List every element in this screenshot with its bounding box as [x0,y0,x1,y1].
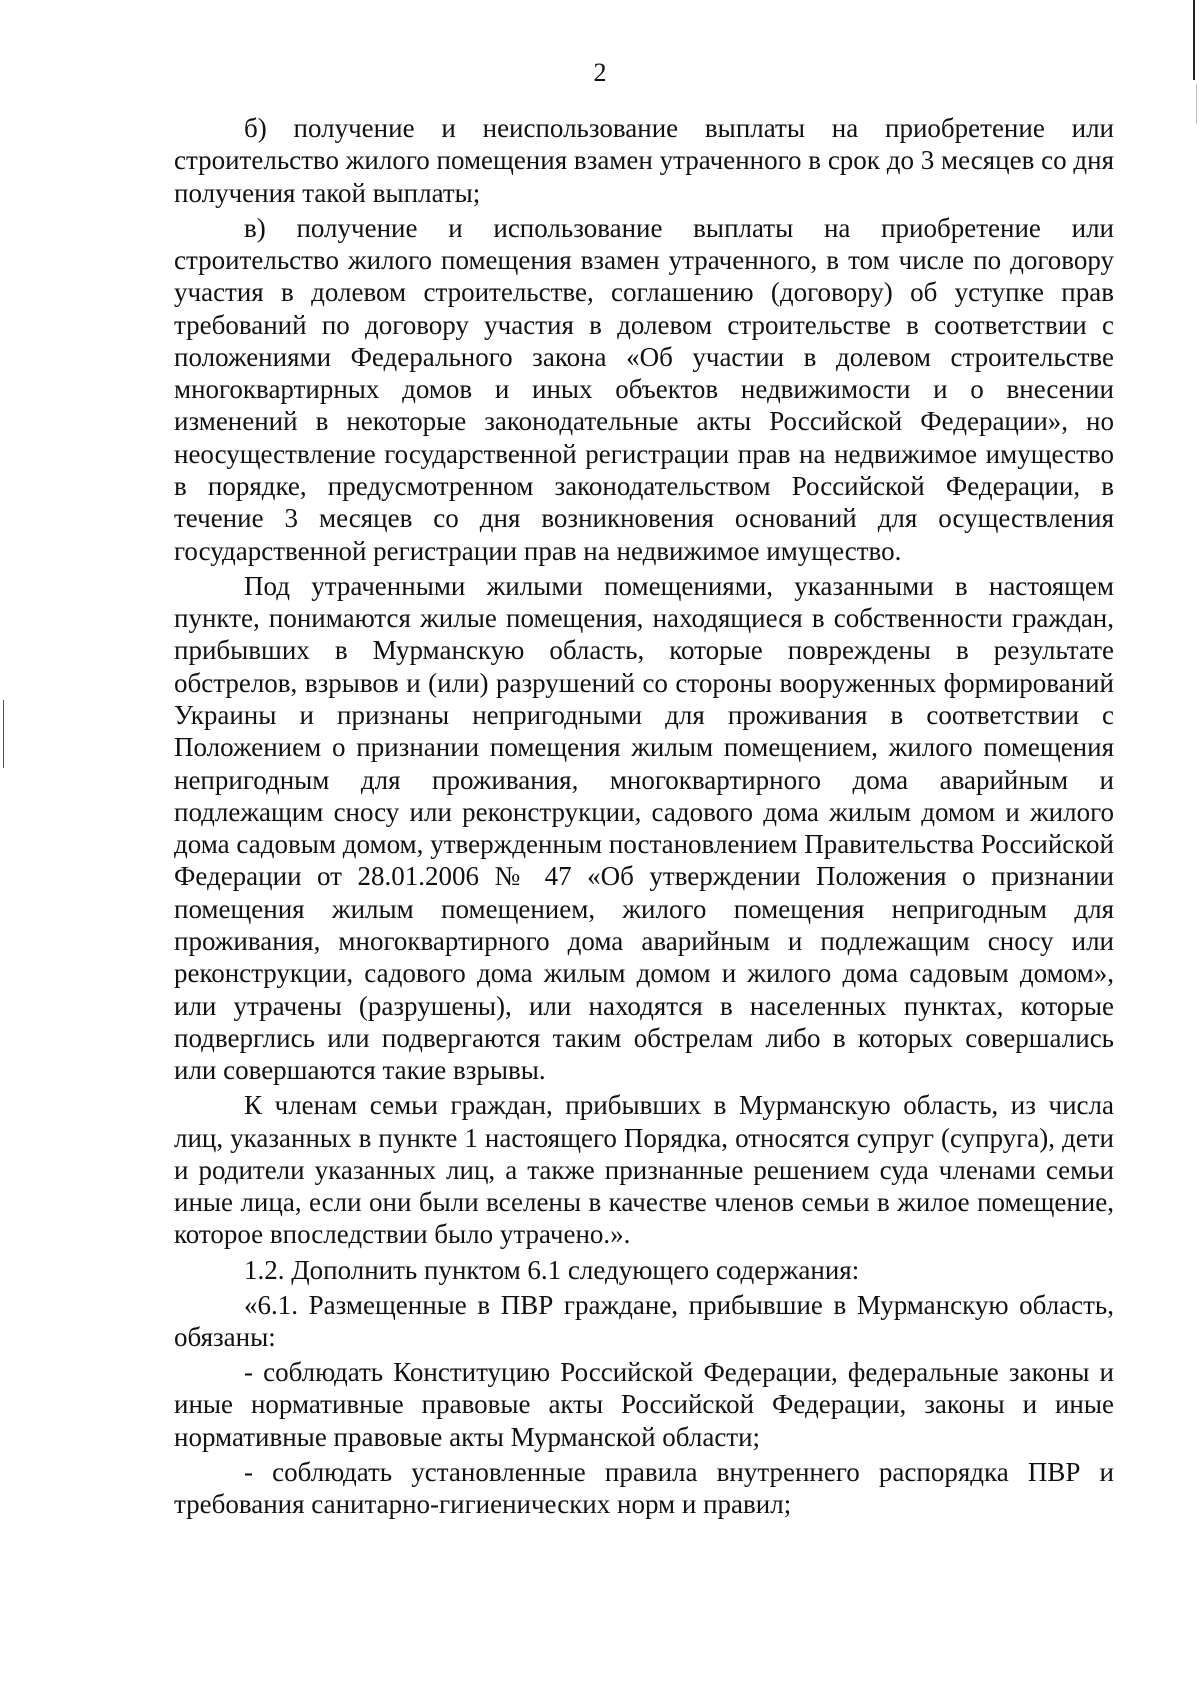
paragraph-amendment-1-2: 1.2. Дополнить пунктом 6.1 следующего содержания: [244,1254,860,1285]
scan-edge-mark [1196,84,1197,124]
document-body [174,112,1114,1523]
paragraph-item-6-1: «6.1. Размещенные в ПВР граждане, прибывшие в Мурманскую область, обязаны: [174,1289,1114,1352]
paragraph-v: в) получение и использование выплаты на приобретение или строительство жилого помещения взамен утраченного, в том числе по договору участия в долевом строительстве, соглашению (договору) об уступке прав требований по договору участия в долевом строительстве в соответствии с положениями Федерального закона «Об участии в долевом строительстве многоквартирных домов и иных объектов недвижимости и о внесении изменений в некоторые законодательные акты Российской Федерации», но неосуществление государственной регистрации прав на недвижимое имущество в порядке, предусмотренном законодательством Российской Федерации, в течение 3 месяцев со дня возникновения оснований для осуществления государственной регистрации прав на недвижимое имущество. [174,212,1114,566]
list-item-comply-rules: - соблюдать установленные правила внутреннего распорядка ПВР и требования санитарно-гигиенических норм и правил; [174,1456,1114,1520]
scan-edge-mark [3,700,4,768]
paragraph-b: б) получение и неиспользование выплаты на приобретение или строительство жилого помещения взамен утраченного в срок до 3 месяцев со дня получения такой выплаты; [174,113,1114,208]
list-item-comply-laws: - соблюдать Конституцию Российской Федерации, федеральные законы и иные нормативные правовые акты Российской Федерации, законы и иные нормативные правовые акты Мурманской области; [174,1357,1114,1452]
paragraph-lost-housing-definition: Под утраченными жилыми помещениями, указанными в настоящем пункте, понимаются жилые помещения, находящиеся в собственности граждан, прибывших в Мурманскую область, которые повреждены в результате обстрелов, взрывов и (или) разрушений со стороны вооруженных формирований Украины и признаны непригодными для проживания в соответствии с Положением о признании помещения жилым помещением, жилого помещения непригодным для проживания, многоквартирного дома аварийным и подлежащим сносу или реконструкции, садового дома жилым домом и жилого дома садовым домом, утвержденным постановлением Правительства Российской Федерации от 28.01.2006 № 47 «Об утверждении Положения о признании помещения жилым помещением, жилого помещения непригодным для проживания, многоквартирного дома аварийным и подлежащим сносу или реконструкции, садового дома жилым домом и жилого дома садовым домом», или утрачены (разрушены), или находятся в населенных пунктах, которые подверглись или подвергаются таким обстрелам либо в которых совершались или совершаются такие взрывы. [174,570,1114,1086]
paragraph-family-members: К членам семьи граждан, прибывших в Мурманскую область, из числа лиц, указанных в пункте 1 настоящего Порядка, относятся супруг (супруга), дети и родители указанных лиц, а также признанные решением суда членами семьи иные лица, если они были вселены в качестве членов семьи в жилое помещение, которое впоследствии было утрачено.». [174,1090,1114,1250]
page-number: 2 [593,58,607,87]
